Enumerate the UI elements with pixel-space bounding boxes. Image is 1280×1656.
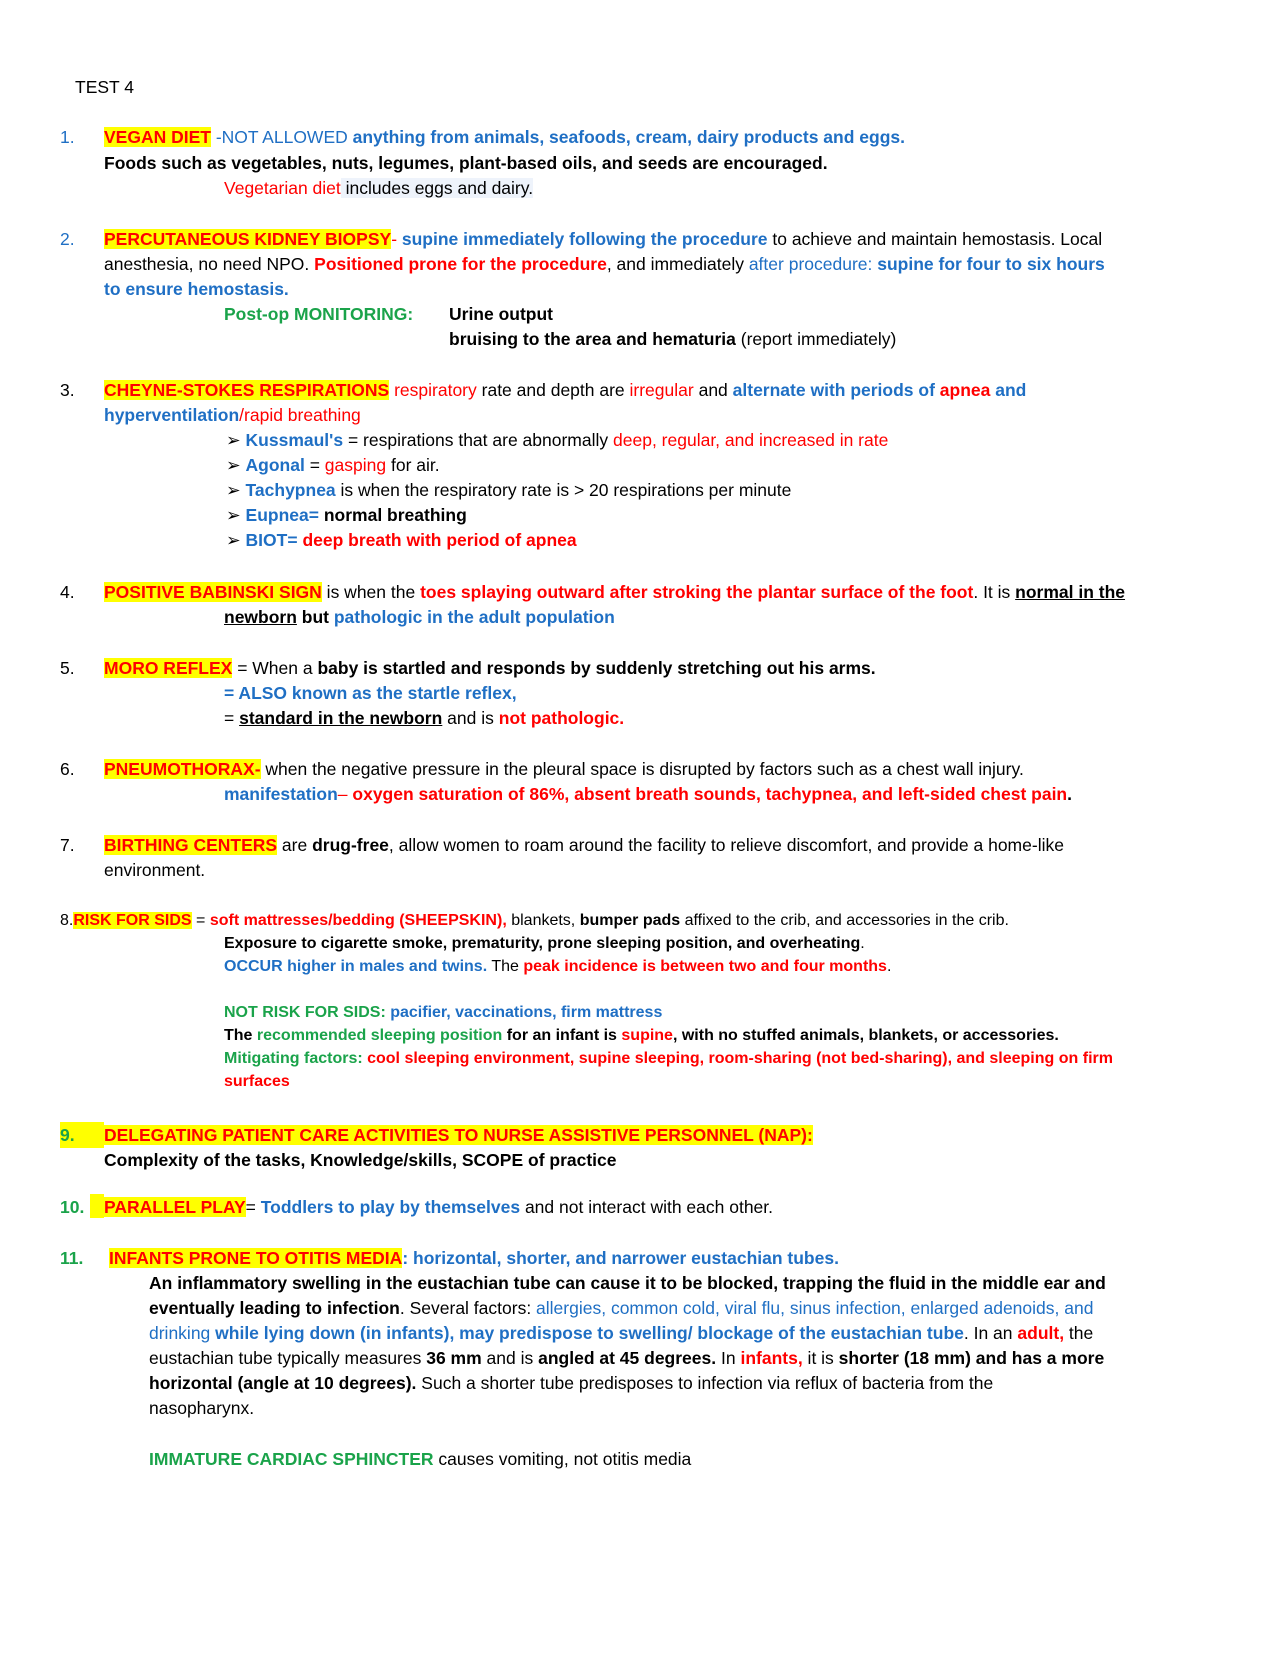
text-run: peak incidence is between two and four months — [523, 958, 887, 975]
item-5-line-2: = ALSO known as the startle reflex, — [224, 683, 517, 703]
text-run: deep, regular, and increased in rate — [613, 430, 889, 450]
text-run: newborn — [224, 607, 297, 627]
highlight-pad — [90, 1194, 104, 1218]
text-run: - — [391, 229, 398, 249]
text-run: deep breath with period of apnea — [302, 530, 577, 550]
text-run: Kussmaul's — [245, 430, 344, 450]
postop-item — [449, 326, 896, 352]
item-heading: PERCUTANEOUS KIDNEY BIOPSY — [104, 229, 392, 249]
text-run: it is — [802, 1348, 839, 1368]
item-8-line-1 — [60, 909, 1009, 932]
text-run: eventually leading to infection — [149, 1298, 400, 1318]
item-11-line-4 — [149, 1320, 1093, 1346]
text-run: and — [693, 380, 733, 400]
item-8-line-5 — [224, 1024, 1059, 1047]
text-run: . In an — [963, 1323, 1018, 1343]
text-run: affixed to the crib, and accessories in the crib. — [680, 912, 1009, 929]
item-2-line-3: to ensure hemostasis. — [104, 279, 289, 299]
text-run: The — [224, 1027, 257, 1044]
text-run: – — [337, 784, 353, 804]
text-run: = — [245, 1197, 261, 1217]
item-8-line-3 — [224, 955, 891, 978]
text-run: In — [716, 1348, 741, 1368]
text-run: eustachian tube typically measures — [149, 1348, 427, 1368]
item-9-line-1 — [104, 1122, 813, 1148]
text-run: alternate with periods of — [732, 380, 940, 400]
text-run: recommended sleeping position — [256, 1027, 503, 1044]
text-run: anything from animals, seafoods, cream, dairy products and eggs. — [352, 127, 905, 147]
postop-label: Post-op MONITORING: — [224, 304, 414, 324]
text-run: for air. — [386, 455, 440, 475]
text-run: baby is startled and responds by suddenly stretching out his arms. — [317, 658, 876, 678]
item-number: 2. — [60, 229, 75, 249]
text-run: : — [402, 1248, 414, 1268]
item-8-line-2 — [224, 932, 865, 955]
text-run: = respirations that are abnormally — [343, 430, 614, 450]
text-run: normal in the — [1015, 582, 1126, 602]
postop-item: Urine output — [449, 304, 554, 324]
text-run: Toddlers to play by themselves — [260, 1197, 521, 1217]
text-run: horizontal, shorter, and narrower eustachian tubes. — [413, 1248, 839, 1268]
text-run: pathologic in the adult population — [333, 607, 615, 627]
item-2-line-1 — [104, 226, 1102, 252]
item-4-line-1 — [104, 579, 1125, 605]
text-run: IMMATURE CARDIAC SPHINCTER — [149, 1449, 434, 1469]
text-run: and is — [481, 1348, 539, 1368]
item-heading: PNEUMOTHORAX- — [104, 759, 261, 779]
list-item — [226, 477, 791, 503]
item-heading: CHEYNE-STOKES RESPIRATIONS — [104, 380, 390, 400]
item-11-line-2: An inflammatory swelling in the eustachian tube can cause it to be blocked, trapping the fluid in the middle ear and — [149, 1273, 1106, 1293]
text-run: supine — [621, 1027, 673, 1044]
item-6-line-2 — [224, 781, 1072, 807]
text-run: soft mattresses/bedding (SHEEPSKIN), — [209, 912, 507, 929]
arrow-bullet-icon: ➢ — [226, 480, 246, 500]
item-1-line-3 — [224, 175, 533, 201]
doc-title: TEST 4 — [75, 77, 135, 97]
list-item — [226, 527, 577, 553]
item-1-line-2: Foods such as vegetables, nuts, legumes, plant-based oils, and seeds are encouraged. — [104, 153, 828, 173]
item-heading: VEGAN DIET — [104, 127, 211, 147]
item-11-line-8 — [149, 1446, 691, 1472]
text-run: angled at 45 degrees. — [538, 1348, 717, 1368]
text-run: Mitigating factors: — [224, 1050, 368, 1067]
item-number: 7. — [60, 835, 75, 855]
text-run: rate and depth are — [476, 380, 630, 400]
item-number: 3. — [60, 380, 75, 400]
text-run: 36 mm — [426, 1348, 482, 1368]
item-3-line-1 — [104, 377, 1026, 403]
text-run: (report immediately) — [735, 329, 897, 349]
item-11-line-1 — [109, 1245, 839, 1271]
item-number: 8. — [60, 912, 74, 929]
text-run: irregular — [629, 380, 694, 400]
list-item — [226, 452, 440, 478]
text-run: = — [304, 455, 325, 475]
text-run: = — [224, 708, 240, 728]
text-run: gasping — [324, 455, 387, 475]
text-run: -NOT ALLOWED — [210, 127, 353, 147]
item-1-line-1 — [104, 124, 905, 150]
text-run: blankets, — [506, 912, 580, 929]
text-run: and not interact with each other. — [520, 1197, 774, 1217]
text-run: is when the respiratory rate is > 20 respirations per minute — [335, 480, 792, 500]
text-run: /rapid breathing — [239, 405, 361, 425]
text-run: NOT RISK FOR SIDS: — [224, 1004, 391, 1021]
text-run: shorter (18 mm) and has a more — [838, 1348, 1105, 1368]
text-run: . Several factors: — [399, 1298, 537, 1318]
text-run: supine immediately following the procedure — [397, 229, 768, 249]
item-5-line-3 — [224, 705, 624, 731]
text-run: pacifier, vaccinations, firm mattress — [390, 1004, 663, 1021]
text-run: . — [1067, 784, 1072, 804]
text-run: the — [1064, 1323, 1094, 1343]
item-heading: MORO REFLEX — [104, 658, 233, 678]
arrow-bullet-icon: ➢ — [226, 505, 246, 525]
text-run: , with no stuffed animals, blankets, or accessories. — [672, 1027, 1059, 1044]
text-run: Positioned prone for the procedure — [314, 254, 607, 274]
text-run: standard in the newborn — [239, 708, 443, 728]
text-run: adult, — [1017, 1323, 1065, 1343]
text-run: Tachypnea — [245, 480, 336, 500]
text-run: BIOT= — [245, 530, 298, 550]
item-heading: PARALLEL PLAY — [104, 1197, 246, 1217]
item-2-line-2 — [104, 251, 1105, 277]
text-run: is when the — [321, 582, 421, 602]
item-8-line-7: surfaces — [224, 1073, 290, 1090]
item-heading: INFANTS PRONE TO OTITIS MEDIA — [109, 1248, 403, 1268]
item-11-line-3 — [149, 1295, 1093, 1321]
text-run: toes splaying outward after stroking the plantar surface of the foot — [420, 582, 974, 602]
text-run: includes eggs and dairy. — [340, 178, 534, 198]
text-run: = When a — [232, 658, 318, 678]
text-run: infants, — [740, 1348, 803, 1368]
text-run: supine for four to six hours — [877, 254, 1105, 274]
list-item — [226, 502, 467, 528]
item-number: 5. — [60, 658, 75, 678]
text-run: respiratory — [389, 380, 477, 400]
item-heading: BIRTHING CENTERS — [104, 835, 278, 855]
text-run: Agonal — [245, 455, 305, 475]
item-6-line-1 — [104, 756, 1024, 782]
text-run: cool sleeping environment, supine sleeping, room-sharing (not bed-sharing), and sleeping on firm — [367, 1050, 1113, 1067]
arrow-bullet-icon: ➢ — [226, 455, 246, 475]
item-11-line-6 — [149, 1370, 993, 1396]
text-run: Eupnea= — [245, 505, 319, 525]
item-number: 1. — [60, 127, 75, 147]
text-run: and — [990, 380, 1027, 400]
item-5-line-1 — [104, 655, 876, 681]
item-heading: RISK FOR SIDS — [73, 912, 192, 929]
text-run: hyperventilation — [104, 405, 240, 425]
text-run: . — [886, 958, 892, 975]
arrow-bullet-icon: ➢ — [226, 430, 246, 450]
item-number: 10. — [60, 1197, 85, 1217]
item-number: 11. — [60, 1248, 84, 1268]
text-run: and is — [442, 708, 499, 728]
item-3-line-2 — [104, 402, 361, 428]
item-7-line-1 — [104, 832, 1064, 858]
text-run: horizontal (angle at 10 degrees). — [149, 1373, 417, 1393]
text-run: after procedure: — [748, 254, 878, 274]
text-run: . It is — [973, 582, 1016, 602]
arrow-bullet-icon: ➢ — [226, 530, 246, 550]
text-run: normal breathing — [318, 505, 467, 525]
text-run: bruising to the area and hematuria — [449, 329, 736, 349]
text-run: Exposure to cigarette smoke, prematurity, prone sleeping position, and overheating — [224, 935, 861, 952]
item-8-line-4 — [224, 1001, 662, 1024]
item-8-line-6 — [224, 1047, 1113, 1070]
text-run: causes vomiting, not otitis media — [433, 1449, 692, 1469]
text-run: not pathologic. — [498, 708, 625, 728]
text-run: but — [296, 607, 334, 627]
text-run: when the negative pressure in the pleural space is disrupted by factors such as a chest wall injury. — [260, 759, 1024, 779]
item-heading: POSITIVE BABINSKI SIGN — [104, 582, 322, 602]
item-9-line-2: Complexity of the tasks, Knowledge/skills, SCOPE of practice — [104, 1150, 617, 1170]
text-run: , and immediately — [606, 254, 749, 274]
text-run: anesthesia, no need NPO. — [104, 254, 315, 274]
text-run: for an infant is — [502, 1027, 622, 1044]
text-run: The — [487, 958, 524, 975]
item-heading: DELEGATING PATIENT CARE ACTIVITIES TO NURSE ASSISTIVE PERSONNEL (NAP): — [104, 1125, 813, 1145]
item-10-line-1 — [104, 1194, 773, 1220]
item-number: 6. — [60, 759, 75, 779]
text-run: oxygen saturation of 86%, absent breath sounds, tachypnea, and left-sided chest pain — [352, 784, 1068, 804]
text-run: , allow women to roam around the facility to relieve discomfort, and provide a home-like — [388, 835, 1064, 855]
item-11-line-5 — [149, 1345, 1104, 1371]
text-run: are — [277, 835, 313, 855]
text-run: bumper pads — [579, 912, 681, 929]
text-run: drug-free — [312, 835, 389, 855]
text-run: apnea — [939, 380, 991, 400]
text-run: OCCUR higher in males and twins. — [224, 958, 488, 975]
text-run: while lying down (in infants), may predispose to swelling/ blockage of the eustachian tube — [215, 1323, 964, 1343]
text-run: manifestation — [224, 784, 338, 804]
text-run: Such a shorter tube predisposes to infection via reflux of bacteria from the — [416, 1373, 994, 1393]
item-11-line-7: nasopharynx. — [149, 1398, 255, 1418]
text-run: = — [191, 912, 210, 929]
item-number: 4. — [60, 582, 75, 602]
item-4-line-2 — [224, 604, 615, 630]
item-7-line-2: environment. — [104, 860, 206, 880]
text-run: drinking — [149, 1323, 216, 1343]
text-run: allergies, common cold, viral flu, sinus infection, enlarged adenoids, and — [536, 1298, 1094, 1318]
text-run: . — [860, 935, 865, 952]
text-run: to achieve and maintain hemostasis. Local — [767, 229, 1103, 249]
text-run: Vegetarian diet — [224, 178, 341, 198]
list-item — [226, 427, 888, 453]
item-number: 9. — [60, 1122, 104, 1148]
